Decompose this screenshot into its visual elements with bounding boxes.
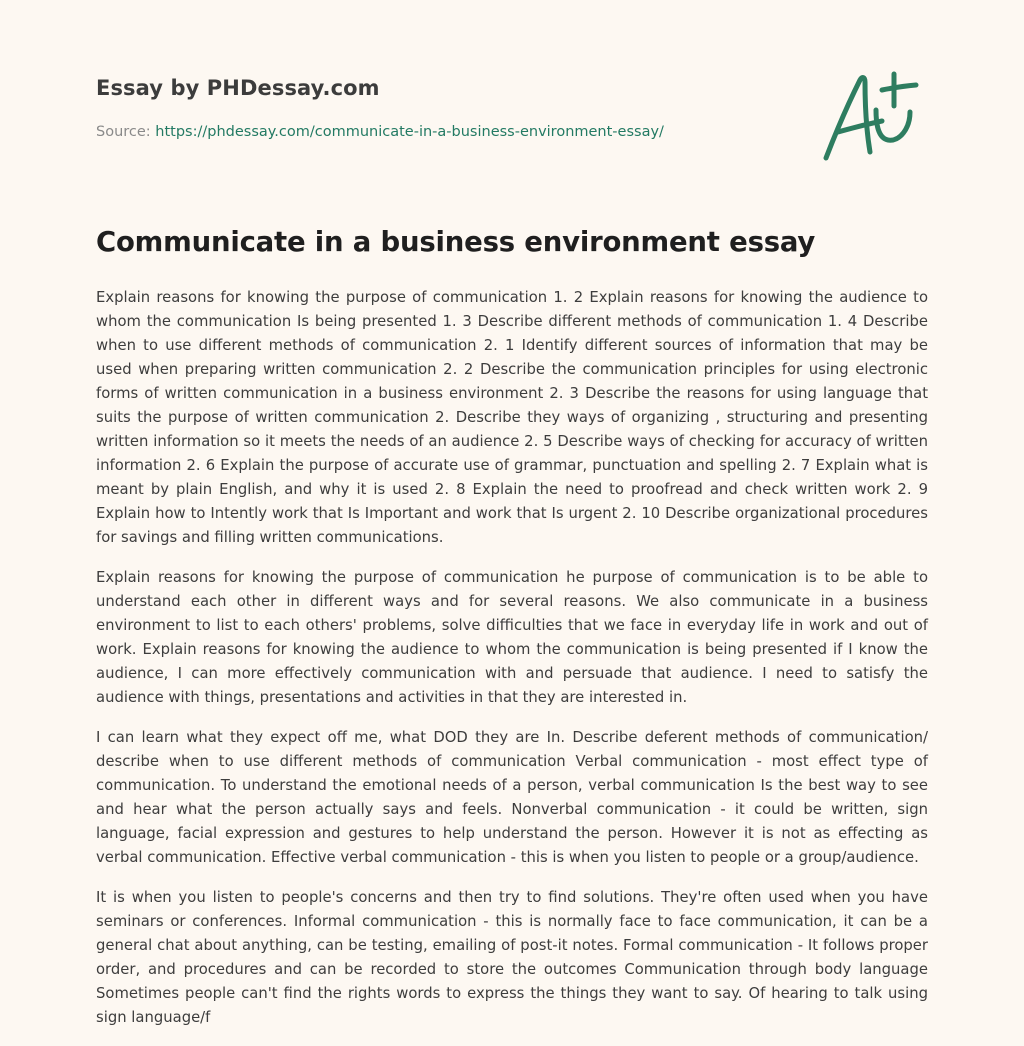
source-link[interactable]: https://phdessay.com/communicate-in-a-business-environment-essay/: [155, 124, 664, 140]
source-line: [96, 124, 664, 140]
essay-paragraph: It is when you listen to people's concerns and then try to find solutions. They're often used when you have seminars or conferences. Informal communication - this is normally face to face communication, it can be a general chat about anything, can be testing, emailing of post-it notes. Formal communication - It follows proper order, and procedures and can be recorded to store the outcomes Communication through body language Sometimes people can't find the rights words to express the things they want to say. Of hearing to talk using sign language/f: [96, 889, 928, 1026]
site-title: Essay by PHDessay.com: [96, 76, 380, 100]
page-header: [96, 0, 928, 200]
essay-paragraph: Explain reasons for knowing the purpose of communication 1. 2 Explain reasons for knowing the audience to whom the communication Is being presented 1. 3 Describe different methods of communication 1. 4 Describe when to use different methods of communication 2. 1 Identify different sources of information that may be used when preparing written communication 2. 2 Describe the communication principles for using electronic forms of written communication in a business environment 2. 3 Describe the reasons for using language that suits the purpose of written communication 2. Describe they ways of organizing , structuring and presenting written information so it meets the needs of an audience 2. 5 Describe ways of checking for accuracy of written information 2. 6 Explain the purpose of accurate use of grammar, punctuation and spelling 2. 7 Explain what is meant by plain English, and why it is used 2. 8 Explain the need to proofread and check written work 2. 9 Explain how to Intently work that Is Important and work that Is urgent 2. 10 Describe organizational procedures for savings and filling written communications.: [96, 289, 928, 546]
essay-title: Communicate in a business environment essay: [96, 226, 816, 258]
essay-page: [96, 0, 928, 1026]
essay-paragraph: I can learn what they expect off me, what DOD they are In. Describe deferent methods of communication/ describe when to use different methods of communication Verbal communication - most effect type of communication. To understand the emotional needs of a person, verbal communication Is the best way to see and hear what the person actually says and feels. Nonverbal communication - it could be written, sign language, facial expression and gestures to help understand the person. However it is not as effecting as verbal communication. Effective verbal communication - this is when you listen to people or a group/audience.: [96, 729, 928, 866]
essay-body: [96, 286, 928, 1046]
essay-paragraph: Explain reasons for knowing the purpose of communication he purpose of communication is to be able to understand each other in different ways and for several reasons. We also communicate in a business environment to list to each others' problems, solve difficulties that we face in everyday life in work and out of work. Explain reasons for knowing the audience to whom the communication is being presented if I know the audience, I can more effectively communication with and persuade that audience. I need to satisfy the audience with things, presentations and activities in that they are interested in.: [96, 569, 928, 706]
source-label: Source:: [96, 124, 156, 140]
a-plus-logo-icon: [818, 66, 928, 166]
